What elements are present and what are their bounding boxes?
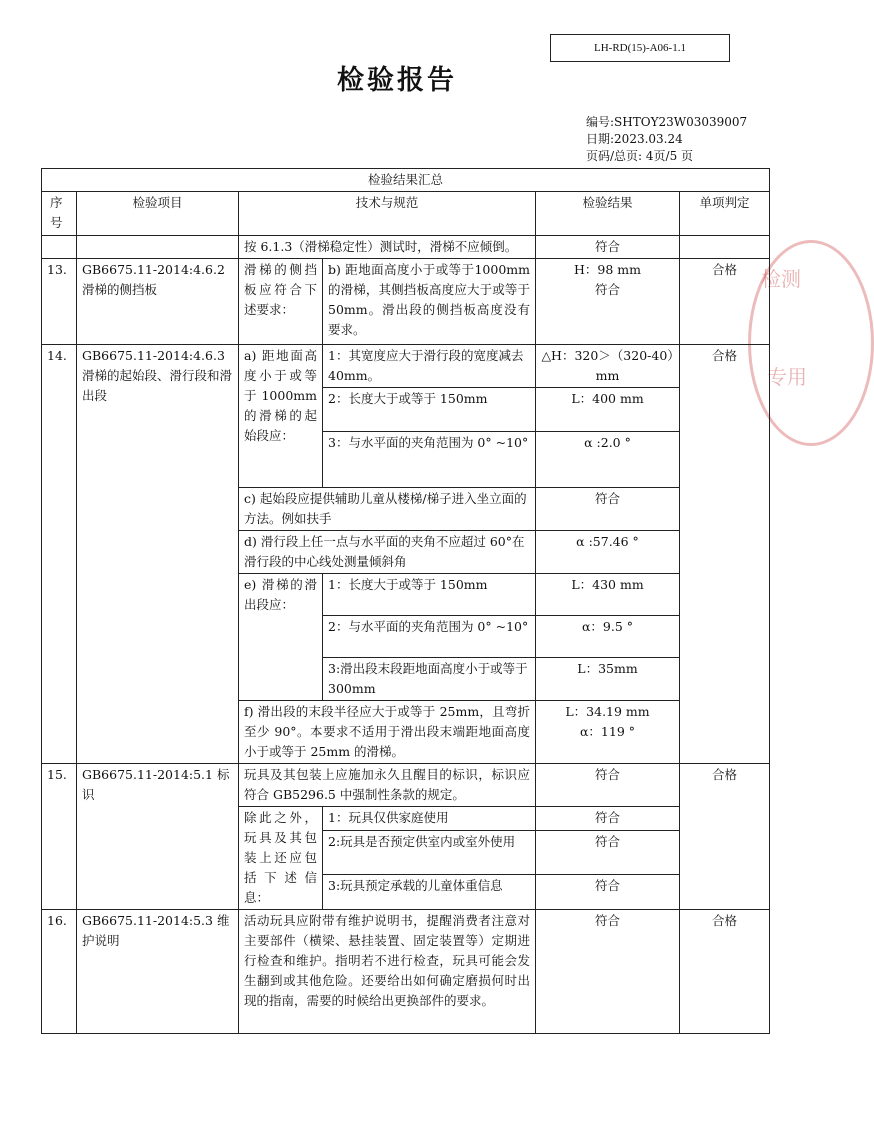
verdict-cell: 合格 — [680, 910, 770, 1034]
table-caption-row — [42, 169, 770, 192]
result-cell: 符合 — [536, 910, 680, 1034]
result-cell: △H：320＞（320-40）mm — [536, 345, 680, 388]
header-spec: 技术与规范 — [239, 192, 536, 236]
spec-cell: 2：与水平面的夹角范围为 0° ~10° — [323, 616, 536, 658]
results-table — [41, 168, 770, 1034]
page-title: 检验报告 — [337, 65, 457, 96]
result-cell: α :57.46 ° — [536, 531, 680, 574]
spec-cell: 2:玩具是否预定供室内或室外使用 — [323, 830, 536, 874]
header-item: 检验项目 — [77, 192, 239, 236]
header-verdict: 单项判定 — [680, 192, 770, 236]
stamp-text-top: 检测 — [761, 267, 801, 291]
table-caption: 检验结果汇总 — [42, 169, 770, 192]
header-no: 序号 — [42, 192, 77, 236]
spec-cell: b) 距地面高度小于或等于1000mm 的滑梯，其侧挡板高度应大于或等于 50mm。滑出段的侧挡板高度没有要求。 — [323, 259, 536, 345]
document-code: LH-RD(15)-A06-1.1 — [550, 34, 730, 62]
spec-cell: 1：其宽度应大于滑行段的宽度减去 40mm。 — [323, 345, 536, 388]
result-cell: 符合 — [536, 830, 680, 874]
item-cell: GB6675.11-2014:5.3 维护说明 — [77, 910, 239, 1034]
report-meta — [586, 114, 747, 165]
result-length: L：34.19 mm — [565, 704, 650, 719]
result-cell: L：400 mm — [536, 388, 680, 432]
result-cell — [536, 701, 680, 764]
table-header-row — [42, 192, 770, 236]
result-cell: 符合 — [536, 874, 680, 909]
spec-label: 滑梯的侧挡板应符合下述要求： — [239, 259, 323, 345]
table-row-13 — [42, 259, 770, 345]
report-number: 编号:SHTOY23W03039007 — [586, 115, 748, 129]
verdict-cell: 合格 — [680, 345, 770, 764]
item-cell: GB6675.11-2014:5.1 标识 — [77, 764, 239, 910]
spec-cell: 1：玩具仅供家庭使用 — [323, 807, 536, 831]
result-angle: α：119 ° — [579, 724, 636, 739]
result-cell: α：9.5 ° — [536, 616, 680, 658]
spec-cell: 玩具及其包装上应施加永久且醒目的标识，标识应符合 GB5296.5 中强制性条款的规定。 — [239, 764, 536, 807]
stamp-text-bottom: 专用 — [767, 365, 807, 389]
result-status: 符合 — [594, 282, 620, 297]
verdict-cell: 合格 — [680, 259, 770, 345]
result-cell: 符合 — [536, 236, 680, 259]
table-row-14 — [42, 345, 770, 388]
row-number: 15. — [42, 764, 77, 910]
result-value: H：98 mm — [574, 262, 641, 277]
spec-cell: 3:玩具预定承载的儿童体重信息 — [323, 874, 536, 909]
verdict-cell: 合格 — [680, 764, 770, 910]
spec-cell: 活动玩具应附带有维护说明书，提醒消费者注意对主要部件（横梁、悬挂装置、固定装置等）定期进行检查和维护。指明若不进行检查，玩具可能会发生翻到或其他危险。还要给出如何确定磨损何时出现的指南，需要的时候给出更换部件的要求。 — [239, 910, 536, 1034]
spec-label-a: a) 距地面高度小于或等于1000mm 的滑梯的起始段应： — [239, 345, 323, 488]
spec-cell: 3:滑出段末段距地面高度小于或等于 300mm — [323, 658, 536, 701]
spec-cell: f) 滑出段的末段半径应大于或等于 25mm，且弯折至少 90°。本要求不适用于滑出段末端距地面高度小于或等于 25mm 的滑梯。 — [239, 701, 536, 764]
result-cell: L：430 mm — [536, 574, 680, 616]
result-cell — [536, 259, 680, 345]
item-cell: GB6675.11-2014:4.6.2 滑梯的侧挡板 — [77, 259, 239, 345]
result-cell: α :2.0 ° — [536, 432, 680, 488]
spec-label: 除此之外，玩具及其包装上还应包括下述信息： — [239, 807, 323, 910]
table-row-15 — [42, 764, 770, 807]
spec-cell: d) 滑行段上任一点与水平面的夹角不应超过 60°在滑行段的中心线处测量倾斜角 — [239, 531, 536, 574]
row-number: 16. — [42, 910, 77, 1034]
page-number: 页码/总页: 4页/5 页 — [586, 149, 694, 163]
header-result: 检验结果 — [536, 192, 680, 236]
row-number: 14. — [42, 345, 77, 764]
result-cell: 符合 — [536, 807, 680, 831]
row-number: 13. — [42, 259, 77, 345]
table-row — [42, 236, 770, 259]
result-cell: 符合 — [536, 764, 680, 807]
result-cell: L：35mm — [536, 658, 680, 701]
spec-label-e: e) 滑梯的滑出段应： — [239, 574, 323, 701]
spec-cell: c) 起始段应提供辅助儿童从楼梯/梯子进入坐立面的方法。例如扶手 — [239, 488, 536, 531]
spec-cell: 3：与水平面的夹角范围为 0° ~10° — [323, 432, 536, 488]
spec-cell: 2：长度大于或等于 150mm — [323, 388, 536, 432]
report-date: 日期:2023.03.24 — [586, 132, 683, 146]
item-cell: GB6675.11-2014:4.6.3 滑梯的起始段、滑行段和滑出段 — [77, 345, 239, 764]
spec-cell: 1：长度大于或等于 150mm — [323, 574, 536, 616]
table-row-16 — [42, 910, 770, 1034]
result-cell: 符合 — [536, 488, 680, 531]
spec-cell: 按 6.1.3（滑梯稳定性）测试时，滑梯不应倾倒。 — [239, 236, 536, 259]
